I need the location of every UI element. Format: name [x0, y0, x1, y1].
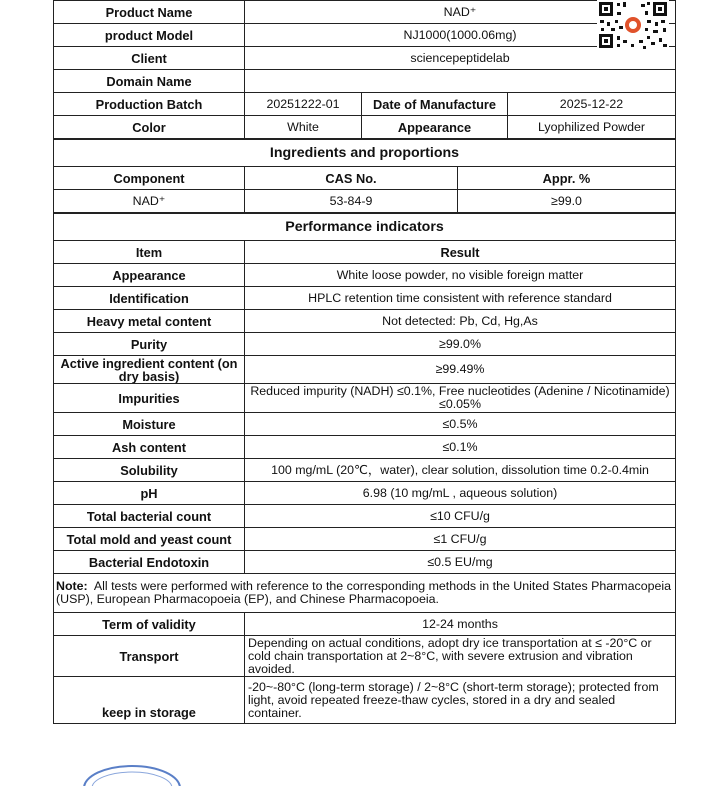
table-row-item: Appearance — [54, 264, 245, 287]
performance-table — [53, 213, 676, 724]
manufacture-date-value: 2025-12-22 — [508, 93, 676, 116]
validity-value: 12-24 months — [245, 613, 676, 636]
performance-title: Performance indicators — [54, 214, 676, 241]
ingredients-header: Appr. % — [458, 167, 676, 190]
ingredients-header: CAS No. — [245, 167, 458, 190]
ingredients-table — [53, 139, 676, 213]
product-model-value: NJ1000(1000.06mg) — [245, 24, 676, 47]
performance-header-item: Item — [54, 241, 245, 264]
note-label: Note: — [56, 579, 88, 593]
cas-value: 53-84-9 — [245, 190, 458, 213]
table-row-result: 100 mg/mL (20℃，water), clear solution, dissolution time 0.2-0.4min — [245, 459, 676, 482]
table-row-item: Ash content — [54, 436, 245, 459]
product-name-value: NAD⁺ — [245, 1, 676, 24]
appr-value: ≥99.0 — [458, 190, 676, 213]
table-row-item: Active ingredient content (on dry basis) — [54, 356, 245, 384]
table-row-result: ≤0.5% — [245, 413, 676, 436]
storage-label: keep in storage — [54, 677, 245, 724]
note-cell — [54, 574, 676, 613]
storage-value: -20~-80°C (long-term storage) / 2~8°C (short-term storage); protected from light, avoid repeated freeze-thaw cycles, stored in a dry and sealed container. — [245, 677, 676, 724]
table-row-item: Moisture — [54, 413, 245, 436]
ingredients-title: Ingredients and proportions — [54, 140, 676, 167]
certificate-sheet — [53, 0, 675, 724]
note-text: All tests were performed with reference to the corresponding methods in the United States Pharmacopeia (USP), European Pharmacopoeia (EP), and Chinese Pharmacopoeia. — [56, 579, 672, 606]
client-label: Client — [54, 47, 245, 70]
table-row-result: 6.98 (10 mg/mL , aqueous solution) — [245, 482, 676, 505]
ingredients-header: Component — [54, 167, 245, 190]
appearance-label: Appearance — [362, 116, 508, 139]
table-row-item: Total mold and yeast count — [54, 528, 245, 551]
performance-header-result: Result — [245, 241, 676, 264]
company-seal-icon — [70, 756, 190, 786]
table-row-result: ≥99.49% — [245, 356, 676, 384]
table-row-result: ≤1 CFU/g — [245, 528, 676, 551]
table-row-item: Impurities — [54, 384, 245, 413]
table-row-result: Reduced impurity (NADH) ≤0.1%, Free nucleotides (Adenine / Nicotinamide) ≤0.05% — [245, 384, 676, 413]
transport-value: Depending on actual conditions, adopt dry ice transportation at ≤ -20°C or cold chain transportation at 2~8°C, with severe extrusion and vibration avoided. — [245, 636, 676, 677]
product-info-table — [53, 0, 676, 139]
client-value: sciencepeptidelab — [245, 47, 676, 70]
table-row-result: HPLC retention time consistent with reference standard — [245, 287, 676, 310]
table-row-result: ≤0.1% — [245, 436, 676, 459]
product-model-label: product Model — [54, 24, 245, 47]
table-row-item: Solubility — [54, 459, 245, 482]
color-label: Color — [54, 116, 245, 139]
validity-label: Term of validity — [54, 613, 245, 636]
table-row-result: Not detected: Pb, Cd, Hg,As — [245, 310, 676, 333]
table-row-item: Total bacterial count — [54, 505, 245, 528]
component-value: NAD⁺ — [54, 190, 245, 213]
color-value: White — [245, 116, 362, 139]
table-row-item: pH — [54, 482, 245, 505]
production-batch-label: Production Batch — [54, 93, 245, 116]
table-row-result: ≤0.5 EU/mg — [245, 551, 676, 574]
production-batch-value: 20251222-01 — [245, 93, 362, 116]
table-row-item: Purity — [54, 333, 245, 356]
transport-label: Transport — [54, 636, 245, 677]
table-row-result: ≥99.0% — [245, 333, 676, 356]
domain-name-value — [245, 70, 676, 93]
domain-name-label: Domain Name — [54, 70, 245, 93]
table-row-item: Identification — [54, 287, 245, 310]
manufacture-date-label: Date of Manufacture — [362, 93, 508, 116]
table-row-result: ≤10 CFU/g — [245, 505, 676, 528]
qr-code-icon — [597, 0, 669, 50]
table-row-result: White loose powder, no visible foreign matter — [245, 264, 676, 287]
product-name-label: Product Name — [54, 1, 245, 24]
table-row-item: Heavy metal content — [54, 310, 245, 333]
appearance-value: Lyophilized Powder — [508, 116, 676, 139]
table-row-item: Bacterial Endotoxin — [54, 551, 245, 574]
